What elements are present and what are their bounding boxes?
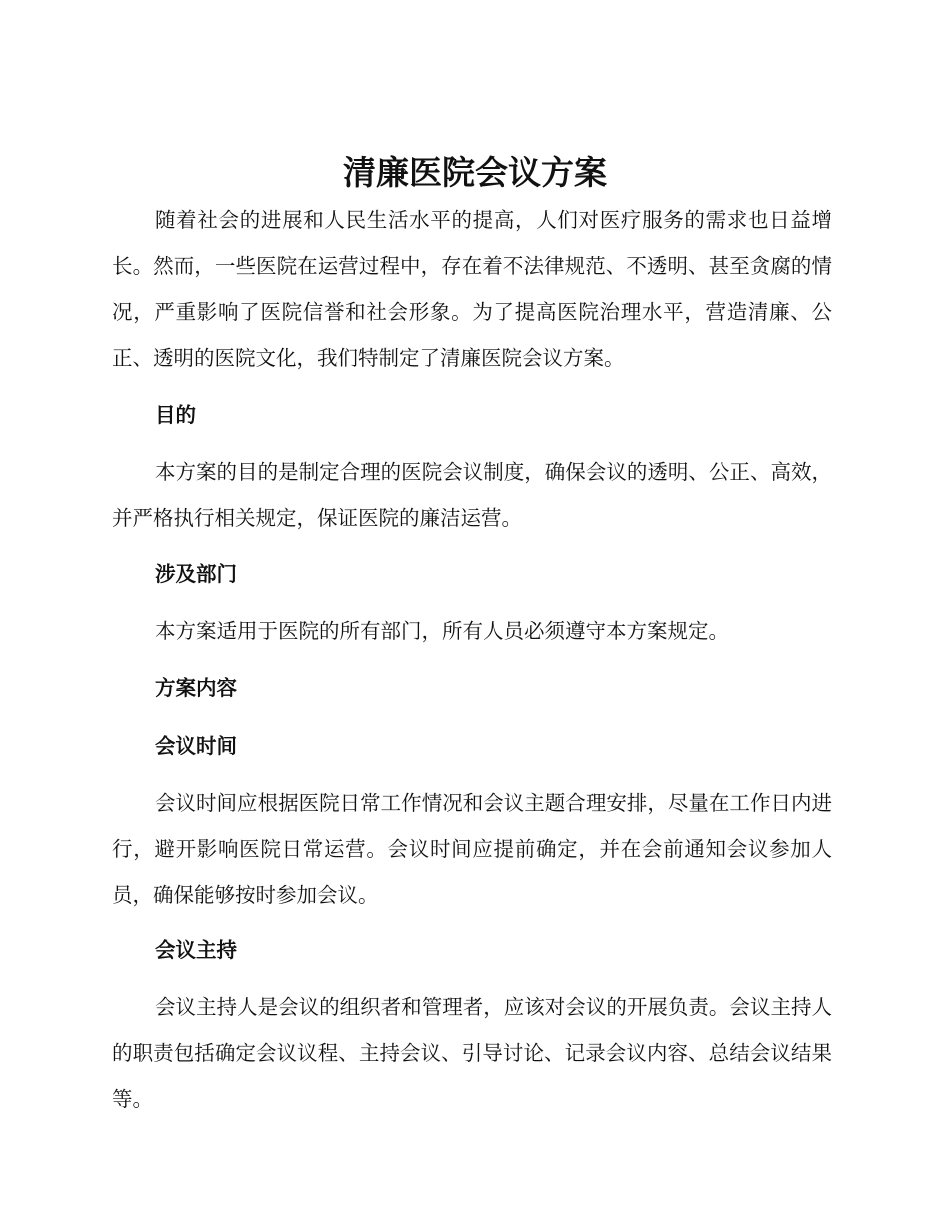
intro-paragraph: 随着社会的进展和人民生活水平的提高，人们对医疗服务的需求也日益增长。然而，一些医院在运营过程中，存在着不法律规范、不透明、甚至贪腐的情况，严重影响了医院信誉和社会形象。为了提高医院治理水平，营造清廉、公正、透明的医院文化，我们特制定了清廉医院会议方案。 bbox=[112, 208, 832, 370]
section-heading-meeting-host: 会议主持 bbox=[155, 938, 237, 962]
section-heading-content: 方案内容 bbox=[155, 676, 237, 700]
section-body-purpose: 本方案的目的是制定合理的医院会议制度，确保会议的透明、公正、高效，并严格执行相关规定，保证医院的廉洁运营。 bbox=[112, 460, 832, 530]
section-heading-meeting-time: 会议时间 bbox=[155, 734, 237, 758]
section-heading-departments: 涉及部门 bbox=[155, 562, 237, 586]
document-title: 清廉医院会议方案 bbox=[343, 153, 607, 192]
section-body-meeting-time: 会议时间应根据医院日常工作情况和会议主题合理安排，尽量在工作日内进行，避开影响医院日常运营。会议时间应提前确定，并在会前通知会议参加人员，确保能够按时参加会议。 bbox=[112, 791, 832, 907]
section-body-meeting-host: 会议主持人是会议的组织者和管理者，应该对会议的开展负责。会议主持人的职责包括确定会议议程、主持会议、引导讨论、记录会议内容、总结会议结果等。 bbox=[112, 995, 832, 1111]
section-body-departments: 本方案适用于医院的所有部门，所有人员必须遵守本方案规定。 bbox=[155, 619, 729, 643]
section-heading-purpose: 目的 bbox=[155, 403, 196, 427]
